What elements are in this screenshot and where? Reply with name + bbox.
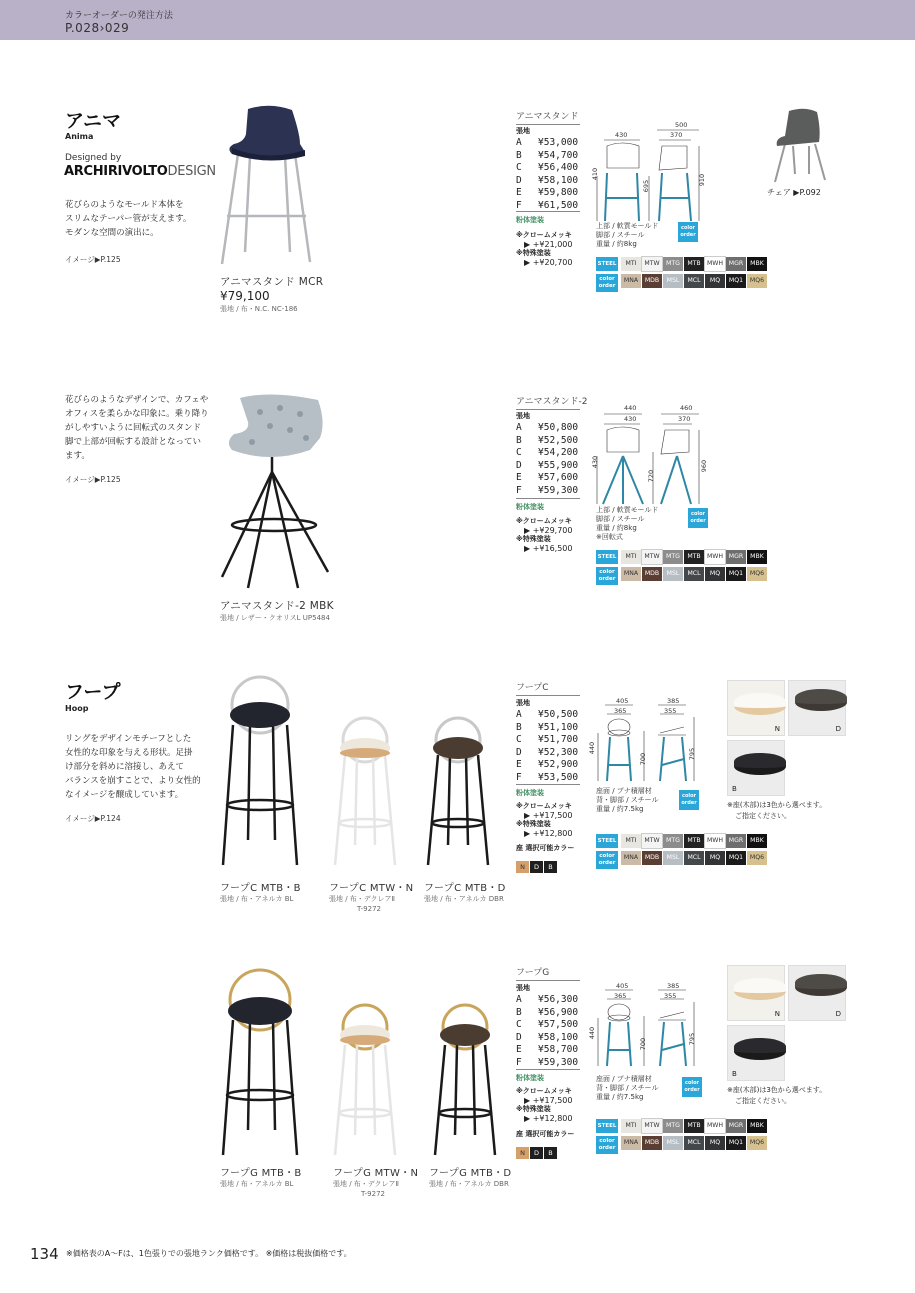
page-header xyxy=(0,0,915,40)
powder-label: 粉体塗装 xyxy=(516,216,544,224)
material-line: 座面 / ブナ積層材 xyxy=(596,1075,652,1083)
seat-color-selector xyxy=(516,1140,558,1159)
material-line: 背・脚部 / スチール xyxy=(596,796,659,804)
dim-label: 695 xyxy=(642,179,651,193)
color-chip[interactable]: MCL xyxy=(684,1136,704,1150)
color-chip[interactable]: MSL xyxy=(663,1136,683,1150)
color-chip[interactable]: MDB xyxy=(642,851,662,865)
note-line: ご指定ください。 xyxy=(735,812,791,820)
color-chip[interactable]: MDB xyxy=(642,567,662,581)
price-row: A ¥50,500 xyxy=(516,709,579,720)
seat-color-d[interactable]: D xyxy=(530,861,543,873)
designer-logo xyxy=(64,164,216,179)
hoop-g-product-name: フープG MTW・N xyxy=(333,1168,419,1179)
anima-chair-photo xyxy=(765,106,835,186)
hoop-title-en: Hoop xyxy=(65,704,89,713)
price-row: C ¥57,500 xyxy=(516,1019,579,1030)
desc-line: オフィスを柔らかな印象に。乗り降り xyxy=(65,409,209,419)
color-chip[interactable]: MBK xyxy=(747,1119,767,1133)
color-chip[interactable]: MQ1 xyxy=(726,274,746,288)
chrome-option xyxy=(516,231,572,267)
desc-line: リングをデザインモチーフとした xyxy=(65,734,192,744)
note-line: ※座(木部)は3色から選べます。 xyxy=(727,1086,827,1094)
anima2-spec-title: アニマスタンド-2 xyxy=(516,394,580,410)
color-chip[interactable]: MQ xyxy=(705,1136,725,1150)
price-row: E ¥57,600 xyxy=(516,472,579,483)
note-line: ※座(木部)は3色から選べます。 xyxy=(727,801,827,809)
designer-logo-bold: ARCHIRIVOLTO xyxy=(64,164,168,179)
dim-label: 370 xyxy=(670,131,683,139)
price-row: B ¥56,900 xyxy=(516,1006,579,1018)
dim-label: 795 xyxy=(688,747,697,761)
color-chip[interactable]: MQ xyxy=(705,851,725,865)
color-chip[interactable]: MQ1 xyxy=(726,851,746,865)
hoop-g-spec-title: フープG xyxy=(516,965,580,981)
color-chip[interactable]: MGR xyxy=(726,257,746,271)
swatch-label: D xyxy=(835,1010,841,1018)
hoop-c-dimension-drawing xyxy=(590,697,715,787)
material-line: 脚部 / スチール xyxy=(596,231,645,239)
chrome-price: ▶ +¥17,500 xyxy=(524,1096,573,1105)
color-chip[interactable]: MNA xyxy=(621,851,641,865)
color-chip[interactable]: MDB xyxy=(642,274,662,288)
price-row: F ¥59,300 xyxy=(516,484,579,496)
color-chip[interactable]: MTG xyxy=(663,257,683,271)
seat-colors-label: 座 選択可能カラー xyxy=(516,844,575,852)
anima-title-en: Anima xyxy=(65,132,94,141)
desc-line: がしやすいように回転式のスタンド xyxy=(65,423,202,433)
hoop-g-product-name: フープG MTB・B xyxy=(220,1168,302,1179)
color-chip[interactable]: MNA xyxy=(621,274,641,288)
chrome-option xyxy=(516,517,572,553)
anima-title: アニマ xyxy=(65,110,122,132)
hoop-g-photos xyxy=(215,965,515,1160)
color-chip[interactable]: MBK xyxy=(747,550,767,564)
hoop-image-ref[interactable]: イメージ▶P.124 xyxy=(65,814,121,823)
fabric-label: 張地 xyxy=(516,699,530,707)
price-row: B ¥51,100 xyxy=(516,721,579,733)
anima-price-list xyxy=(516,137,578,212)
color-chip[interactable]: MTW xyxy=(642,1119,662,1133)
swatch-label: B xyxy=(732,1070,737,1078)
anima-materials xyxy=(596,222,658,249)
price-row: B ¥52,500 xyxy=(516,434,579,446)
powder-label: 粉体塗装 xyxy=(516,1074,544,1082)
color-chip[interactable]: MQ6 xyxy=(747,1136,767,1150)
price-row: C ¥54,200 xyxy=(516,447,579,458)
color-chip[interactable]: MTB xyxy=(684,1119,704,1133)
page-number: 134 xyxy=(30,1245,59,1263)
anima-spec-title: アニマスタンド xyxy=(516,109,580,125)
hoop-c-photos xyxy=(215,675,515,870)
desc-line: 脚で上部が回転する設計となってい xyxy=(65,437,202,447)
note-line: ご指定ください。 xyxy=(735,1097,791,1105)
desc-line: スリムなテーパー管が支えます。 xyxy=(65,214,192,224)
dim-label: 385 xyxy=(667,982,680,990)
color-chip[interactable]: MTI xyxy=(621,550,641,564)
color-chip[interactable]: MQ6 xyxy=(747,567,767,581)
color-order-badge: color order xyxy=(682,1077,702,1097)
desc-line: 女性的な印象を与える形状。足掛 xyxy=(65,748,193,758)
material-line: 上部 / 軟質モールド xyxy=(596,506,659,514)
color-chip[interactable]: MTG xyxy=(663,550,683,564)
seat-swatch-d xyxy=(788,680,846,736)
designer-logo-light: DESIGN xyxy=(167,164,216,179)
special-price: ▶ +¥16,500 xyxy=(524,544,573,553)
color-chip[interactable]: MTI xyxy=(621,834,641,848)
desc-line: なイメージを醸成しています。 xyxy=(65,790,184,800)
color-chip[interactable]: MSL xyxy=(663,274,683,288)
dim-label: 440 xyxy=(588,741,597,755)
dim-label: 910 xyxy=(698,173,707,187)
dim-label: 405 xyxy=(616,697,629,705)
desc-line: 花びらのようなデザインで、カフェや xyxy=(65,395,209,405)
color-chip[interactable]: MGR xyxy=(726,550,746,564)
color-order-label: color order xyxy=(596,567,618,585)
price-row: A ¥53,000 xyxy=(516,137,579,148)
color-order-badge: color order xyxy=(679,790,699,810)
chrome-option xyxy=(516,802,572,838)
dim-label: 795 xyxy=(688,1032,697,1046)
chrome-label: ※クロームメッキ xyxy=(516,231,572,239)
hoop-g-price-list xyxy=(516,994,578,1069)
color-chip[interactable]: MWH xyxy=(705,1119,725,1133)
seat-color-selector xyxy=(516,854,558,873)
color-order-label: color order xyxy=(596,1136,618,1154)
anima-product-price: ¥79,100 xyxy=(220,289,270,303)
dim-label: 355 xyxy=(664,707,677,715)
desc-line: ます。 xyxy=(65,451,90,461)
material-line: 重量 / 約8kg xyxy=(596,240,637,248)
dim-label: 440 xyxy=(624,404,637,412)
color-chip[interactable]: MWH xyxy=(705,257,725,271)
color-chip[interactable]: MCL xyxy=(684,567,704,581)
chair-ref[interactable]: チェア ▶P.092 xyxy=(767,188,821,197)
material-line: 座面 / ブナ積層材 xyxy=(596,787,652,795)
special-label: ※特殊塗装 xyxy=(516,820,551,828)
color-order-badge: color order xyxy=(688,508,708,528)
material-line: 重量 / 約7.5kg xyxy=(596,1093,644,1101)
price-row: D ¥55,900 xyxy=(516,459,579,471)
price-row: F ¥59,300 xyxy=(516,1056,579,1068)
hoop-g-dimension-drawing xyxy=(590,982,715,1072)
hoop-description xyxy=(65,732,215,802)
color-chip[interactable]: MQ1 xyxy=(726,567,746,581)
color-chip[interactable]: MQ1 xyxy=(726,1136,746,1150)
header-pages: P.028›029 xyxy=(65,21,130,35)
color-chip[interactable]: MTG xyxy=(663,1119,683,1133)
desc-line: 花びらのようなモールド本体を xyxy=(65,200,184,210)
color-chip[interactable]: MCL xyxy=(684,851,704,865)
dim-label: 365 xyxy=(614,992,627,1000)
seat-color-n[interactable]: N xyxy=(516,1147,529,1159)
fabric-label: 張地 xyxy=(516,412,530,420)
special-price: ▶ +¥20,700 xyxy=(524,258,573,267)
swatch-label: N xyxy=(774,1010,780,1018)
price-row: E ¥59,800 xyxy=(516,187,579,198)
price-row: D ¥58,100 xyxy=(516,1031,579,1043)
price-row: F ¥61,500 xyxy=(516,199,579,211)
hoop-g-product-spec2: T-9272 xyxy=(361,1190,385,1198)
color-chip[interactable]: MTB xyxy=(684,257,704,271)
hoop-title: フープ xyxy=(65,681,121,703)
color-chip[interactable]: MQ6 xyxy=(747,274,767,288)
seat-swatch-n xyxy=(727,680,785,736)
anima-image-ref[interactable]: イメージ▶P.125 xyxy=(65,255,121,264)
color-chip[interactable]: MTW xyxy=(642,257,662,271)
color-chip[interactable]: MDB xyxy=(642,1136,662,1150)
material-line: 背・脚部 / スチール xyxy=(596,1084,659,1092)
desc-line: モダンな空間の演出に。 xyxy=(65,228,159,238)
hoop-g-product-name: フープG MTB・D xyxy=(429,1168,512,1179)
color-chip[interactable]: MTI xyxy=(621,257,641,271)
fabric-label: 張地 xyxy=(516,127,530,135)
material-line: 重量 / 約8kg xyxy=(596,524,637,532)
hoop-c-product-name: フープC MTB・B xyxy=(220,883,301,894)
seat-colors-label: 座 選択可能カラー xyxy=(516,1130,575,1138)
hoop-c-product-name: フープC MTW・N xyxy=(329,883,414,894)
anima2-description xyxy=(65,393,215,463)
chrome-price: ▶ +¥17,500 xyxy=(524,811,573,820)
chrome-label: ※クロームメッキ xyxy=(516,802,572,810)
chrome-option xyxy=(516,1087,572,1123)
color-chip[interactable]: MQ xyxy=(705,567,725,581)
hoop-g-product-spec: 張地 / 布・デクレアⅡ xyxy=(333,1180,399,1188)
hoop-c-product-name: フープC MTB・D xyxy=(424,883,506,894)
color-chip[interactable]: MGR xyxy=(726,834,746,848)
divider xyxy=(516,784,580,785)
dim-label: 410 xyxy=(591,167,600,181)
footer-note: ※価格表のA～Fは、1色張りでの張地ランク価格です。 ※価格は税抜価格です。 xyxy=(66,1249,352,1258)
seat-color-b[interactable]: B xyxy=(544,861,557,873)
anima2-materials xyxy=(596,506,658,542)
color-chip[interactable]: MTB xyxy=(684,834,704,848)
divider xyxy=(516,211,580,212)
hoop-g-materials xyxy=(596,1075,659,1102)
color-chip[interactable]: MTI xyxy=(621,1119,641,1133)
special-price: ▶ +¥12,800 xyxy=(524,1114,573,1123)
seat-color-b[interactable]: B xyxy=(544,1147,557,1159)
desc-line: け部分を斜めに溶接し、あえて xyxy=(65,762,185,772)
designed-by: Designed by xyxy=(65,153,122,163)
color-order-label: color order xyxy=(596,274,618,292)
anima2-product-spec: 張地 / レザー・クオリスL UP5484 xyxy=(220,614,330,622)
powder-label: 粉体塗装 xyxy=(516,503,544,511)
color-chip[interactable]: MBK xyxy=(747,834,767,848)
price-row: A ¥50,800 xyxy=(516,422,579,433)
seat-note xyxy=(727,1085,826,1107)
seat-swatch-b xyxy=(727,740,785,796)
dim-label: 430 xyxy=(615,131,628,139)
anima-color-chart xyxy=(596,257,768,292)
color-chip[interactable]: MSL xyxy=(663,851,683,865)
dim-label: 385 xyxy=(667,697,680,705)
seat-swatch-b xyxy=(727,1025,785,1081)
color-chip[interactable]: MNA xyxy=(621,567,641,581)
anima-dimension-drawing xyxy=(587,118,712,233)
price-row: A ¥56,300 xyxy=(516,994,579,1005)
hoop-c-color-chart xyxy=(596,834,768,869)
dim-label: 430 xyxy=(591,455,600,469)
color-chip[interactable]: MTW xyxy=(642,550,662,564)
material-line: 上部 / 軟質モールド xyxy=(596,222,659,230)
material-line: 重量 / 約7.5kg xyxy=(596,805,644,813)
chrome-label: ※クロームメッキ xyxy=(516,1087,572,1095)
dim-label: 370 xyxy=(678,415,691,423)
fabric-label: 張地 xyxy=(516,984,530,992)
dim-label: 440 xyxy=(588,1026,597,1040)
dim-label: 700 xyxy=(639,1037,648,1051)
anima-description xyxy=(65,198,215,240)
color-chip[interactable]: MWH xyxy=(705,550,725,564)
dim-label: 365 xyxy=(614,707,627,715)
hoop-c-materials xyxy=(596,787,659,814)
chrome-label: ※クロームメッキ xyxy=(516,517,572,525)
hoop-g-color-chart xyxy=(596,1119,768,1154)
hoop-c-spec-title: フープC xyxy=(516,680,580,696)
color-order-label: color order xyxy=(596,851,618,869)
anima2-product-name: アニマスタンド-2 MBK xyxy=(220,600,334,612)
dim-label: 500 xyxy=(675,121,688,129)
price-row: C ¥51,700 xyxy=(516,734,579,745)
hoop-g-product-spec: 張地 / 布・アネルカ DBR xyxy=(429,1180,509,1188)
dim-label: 700 xyxy=(639,752,648,766)
material-line: 脚部 / スチール xyxy=(596,515,645,523)
color-chip[interactable]: MWH xyxy=(705,834,725,848)
divider xyxy=(516,1069,580,1070)
special-label: ※特殊塗装 xyxy=(516,249,551,257)
dim-label: 430 xyxy=(624,415,637,423)
hoop-c-product-spec: 張地 / 布・デクレアⅡ xyxy=(329,895,395,903)
steel-label: STEEL xyxy=(596,1119,618,1133)
swatch-label: N xyxy=(774,725,780,733)
seat-swatch-d xyxy=(788,965,846,1021)
dim-label: 355 xyxy=(664,992,677,1000)
price-row: F ¥53,500 xyxy=(516,771,579,783)
dim-label: 960 xyxy=(700,459,709,473)
seat-note xyxy=(727,800,826,822)
chrome-price: ▶ +¥21,000 xyxy=(524,240,573,249)
seat-color-n[interactable]: N xyxy=(516,861,529,873)
divider xyxy=(516,498,580,499)
color-chip[interactable]: MCL xyxy=(684,274,704,288)
dim-label: 460 xyxy=(680,404,693,412)
anima2-price-list xyxy=(516,422,578,497)
color-chip[interactable]: MNA xyxy=(621,1136,641,1150)
anima-product-spec: 張地 / 布・N.C. NC-186 xyxy=(220,305,298,313)
anima-product-name: アニマスタンド MCR xyxy=(220,276,324,288)
special-label: ※特殊塗装 xyxy=(516,535,551,543)
chrome-price: ▶ +¥29,700 xyxy=(524,526,573,535)
desc-line: バランスを崩すことで、より女性的 xyxy=(65,776,201,786)
color-order-badge: color order xyxy=(678,222,698,242)
anima-stand-photo xyxy=(210,104,330,269)
color-chip[interactable]: MSL xyxy=(663,567,683,581)
price-row: D ¥52,300 xyxy=(516,746,579,758)
price-row: E ¥58,700 xyxy=(516,1044,579,1055)
hoop-c-product-spec2: T-9272 xyxy=(357,905,381,913)
dim-label: 720 xyxy=(647,469,656,483)
seat-color-d[interactable]: D xyxy=(530,1147,543,1159)
dim-label: 405 xyxy=(616,982,629,990)
color-chip[interactable]: MTG xyxy=(663,834,683,848)
seat-swatch-n xyxy=(727,965,785,1021)
anima2-color-chart xyxy=(596,550,768,585)
color-chip[interactable]: MBK xyxy=(747,257,767,271)
steel-label: STEEL xyxy=(596,550,618,564)
steel-label: STEEL xyxy=(596,834,618,848)
anima2-stand-photo xyxy=(210,392,335,592)
hoop-c-product-spec: 張地 / 布・アネルカ DBR xyxy=(424,895,504,903)
price-row: D ¥58,100 xyxy=(516,174,579,186)
price-row: E ¥52,900 xyxy=(516,759,579,770)
color-chip[interactable]: MQ xyxy=(705,274,725,288)
hoop-c-price-list xyxy=(516,709,578,784)
price-row: B ¥54,700 xyxy=(516,149,579,161)
steel-label: STEEL xyxy=(596,257,618,271)
color-chip[interactable]: MQ6 xyxy=(747,851,767,865)
color-chip[interactable]: MGR xyxy=(726,1119,746,1133)
anima2-dimension-drawing xyxy=(587,404,712,509)
material-line: ※回転式 xyxy=(596,533,623,541)
price-row: C ¥56,400 xyxy=(516,162,579,173)
header-section: カラーオーダーの発注方法 xyxy=(65,11,173,21)
color-chip[interactable]: MTW xyxy=(642,834,662,848)
anima2-image-ref[interactable]: イメージ▶P.125 xyxy=(65,475,121,484)
special-price: ▶ +¥12,800 xyxy=(524,829,573,838)
hoop-c-product-spec: 張地 / 布・アネルカ BL xyxy=(220,895,294,903)
hoop-g-product-spec: 張地 / 布・アネルカ BL xyxy=(220,1180,294,1188)
swatch-label: D xyxy=(835,725,841,733)
swatch-label: B xyxy=(732,785,737,793)
powder-label: 粉体塗装 xyxy=(516,789,544,797)
color-chip[interactable]: MTB xyxy=(684,550,704,564)
special-label: ※特殊塗装 xyxy=(516,1105,551,1113)
